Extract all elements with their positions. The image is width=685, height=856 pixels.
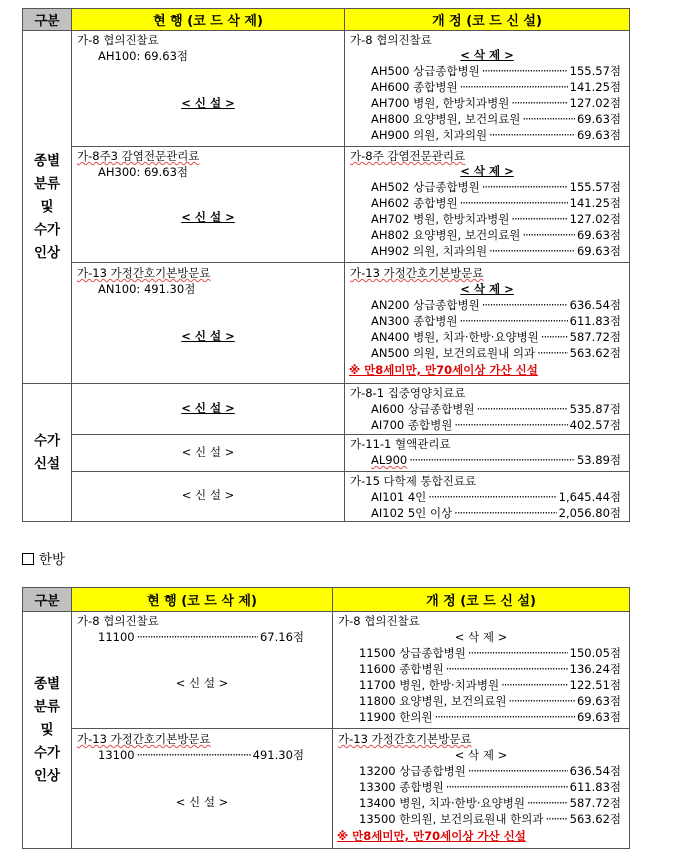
fee-item: AH900 의원, 치과의원 ····· 69.63점 <box>371 128 621 143</box>
revised-cell <box>333 729 630 849</box>
current-title: 가-8 협의진찰료 <box>77 33 159 47</box>
label-line: 인상 <box>33 244 61 261</box>
new-marker: < 신 설 > <box>181 445 235 459</box>
fee-item: AH500 상급종합병원 ····· 155.57점 <box>371 64 621 79</box>
section-label-new-fee <box>23 384 72 522</box>
label-line: 수가 <box>33 744 61 761</box>
new-marker: < 신 설 > <box>181 210 235 224</box>
current-item: AH100: 69.63점 <box>98 49 189 63</box>
current-cell <box>72 384 345 435</box>
fee-item: AL900 ····· 53.89점 <box>371 453 621 468</box>
new-marker: < 신 설 > <box>181 329 235 343</box>
current-title: 가-8 협의진찰료 <box>77 614 159 628</box>
section-heading <box>22 548 65 568</box>
revised-cell <box>333 612 630 729</box>
fee-item: AN500 의원, 보건의료원내 의과 ····· 563.62점 <box>371 346 621 361</box>
fee-item: AN400 병원, 치과·한방·요양병원 ····· 587.72점 <box>371 330 621 345</box>
label-line: 인상 <box>33 767 61 784</box>
header-gubun: 구분 <box>23 588 72 612</box>
fee-item: AH800 요양병원, 보건의료원 ····· 69.63점 <box>371 112 621 127</box>
fee-item: 11900 한의원 ····· 69.63점 <box>359 710 621 725</box>
fee-item: AN300 종합병원 ····· 611.83점 <box>371 314 621 329</box>
fee-item: AH700 병원, 한방치과병원 ····· 127.02점 <box>371 96 621 111</box>
current-title: 가-13 가정간호기본방문료 <box>77 266 211 280</box>
fee-item: AH502 상급종합병원 ····· 155.57점 <box>371 180 621 195</box>
label-line: 및 <box>40 721 54 738</box>
label-line: 및 <box>40 198 54 215</box>
revised-cell <box>345 263 630 384</box>
revised-cell <box>345 147 630 263</box>
fee-item: AH600 종합병원 ····· 141.25점 <box>371 80 621 95</box>
fee-item: AH602 종합병원 ····· 141.25점 <box>371 196 621 211</box>
new-marker: < 신 설 > <box>181 488 235 502</box>
current-cell <box>72 472 345 522</box>
current-title: 가-8주3 감염전문관리료 <box>77 149 200 163</box>
revised-title: 가-11-1 혈액관리료 <box>350 437 451 451</box>
revised-cell <box>345 472 630 522</box>
fee-item: 13300 종합병원 ····· 611.83점 <box>359 780 621 795</box>
top-fee-table <box>22 8 630 522</box>
revised-cell <box>345 31 630 147</box>
header-current: 현 행 (코 드 삭 제) <box>72 9 345 31</box>
bottom-fee-table <box>22 587 630 849</box>
revised-cell <box>345 435 630 472</box>
current-cell <box>72 31 345 147</box>
current-cell <box>72 612 333 729</box>
header-gubun: 구분 <box>23 9 72 31</box>
section-heading-text: 한방 <box>39 552 66 568</box>
label-line: 분류 <box>33 698 61 715</box>
new-marker: < 신 설 > <box>181 96 235 110</box>
fee-item: AI102 5인 이상 ····· 2,056.80점 <box>371 506 621 521</box>
fee-item: AH802 요양병원, 보건의료원 ····· 69.63점 <box>371 228 621 243</box>
delete-marker: < 삭 제 > <box>454 630 508 644</box>
revised-title: 가-8 협의진찰료 <box>350 33 432 47</box>
current-cell <box>72 435 345 472</box>
label-line: 종별 <box>33 152 61 169</box>
fee-item: 13400 병원, 치과·한방·요양병원 ····· 587.72점 <box>359 796 621 811</box>
revised-title: 가-8-1 집중영양치료료 <box>350 386 466 400</box>
new-marker: < 신 설 > <box>181 401 235 415</box>
fee-item: 13200 상급종합병원 ····· 636.54점 <box>359 764 621 779</box>
header-current: 현 행 (코 드 삭 제) <box>72 588 333 612</box>
current-cell <box>72 147 345 263</box>
label-line: 종별 <box>33 675 61 692</box>
current-cell <box>72 263 345 384</box>
revised-title: 가-8주 감염전문관리료 <box>350 149 466 163</box>
delete-marker: < 삭 제 > <box>454 748 508 762</box>
label-line: 수가 <box>33 221 61 238</box>
fee-item: AI700 종합병원 ····· 402.57점 <box>371 418 621 433</box>
fee-item: AI101 4인 ····· 1,645.44점 <box>371 490 621 505</box>
fee-item: 13500 한의원, 보건의료원내 한의과 ····· 563.62점 <box>359 812 621 827</box>
fee-item: AI600 상급종합병원 ····· 535.87점 <box>371 402 621 417</box>
fee-item: AN200 상급종합병원 ····· 636.54점 <box>371 298 621 313</box>
fee-item: AH902 의원, 치과의원 ····· 69.63점 <box>371 244 621 259</box>
new-marker: < 신 설 > <box>175 795 229 809</box>
fee-item: 11500 상급종합병원 ····· 150.05점 <box>359 646 621 661</box>
delete-marker: < 삭 제 > <box>460 48 514 62</box>
revised-title: 가-8 협의진찰료 <box>338 614 420 628</box>
new-marker: < 신 설 > <box>175 676 229 690</box>
current-item: AN100: 491.30점 <box>98 282 196 296</box>
checkbox-square-icon <box>22 553 34 565</box>
section-label-fee-increase <box>23 31 72 384</box>
header-revised: 개 정 (코 드 신 설) <box>333 588 630 612</box>
fee-item: 11800 요양병원, 보건의료원 ····· 69.63점 <box>359 694 621 709</box>
surcharge-note: ※ 만8세미만, 만70세이상 가산 신설 <box>349 363 538 377</box>
delete-marker: < 삭 제 > <box>460 282 514 296</box>
revised-title: 가-15 다학제 통합진료료 <box>350 474 477 488</box>
revised-title: 가-13 가정간호기본방문료 <box>338 732 472 746</box>
fee-item: 11600 종합병원 ····· 136.24점 <box>359 662 621 677</box>
fee-item: 11100 ····· 67.16점 <box>98 630 304 645</box>
revised-cell <box>345 384 630 435</box>
label-line: 수가 <box>33 432 61 449</box>
header-revised: 개 정 (코 드 신 설) <box>345 9 630 31</box>
current-title: 가-13 가정간호기본방문료 <box>77 732 211 746</box>
fee-item: 11700 병원, 한방·치과병원 ····· 122.51점 <box>359 678 621 693</box>
section-label-fee-increase <box>23 612 72 849</box>
fee-item: 13100 ····· 491.30점 <box>98 748 304 763</box>
surcharge-note: ※ 만8세미만, 만70세이상 가산 신설 <box>337 829 526 843</box>
label-line: 신설 <box>33 455 61 472</box>
current-cell <box>72 729 333 849</box>
fee-item: AH702 병원, 한방치과병원 ····· 127.02점 <box>371 212 621 227</box>
current-item: AH300: 69.63점 <box>98 165 189 179</box>
revised-title: 가-13 가정간호기본방문료 <box>350 266 484 280</box>
delete-marker: < 삭 제 > <box>460 164 514 178</box>
label-line: 분류 <box>33 175 61 192</box>
